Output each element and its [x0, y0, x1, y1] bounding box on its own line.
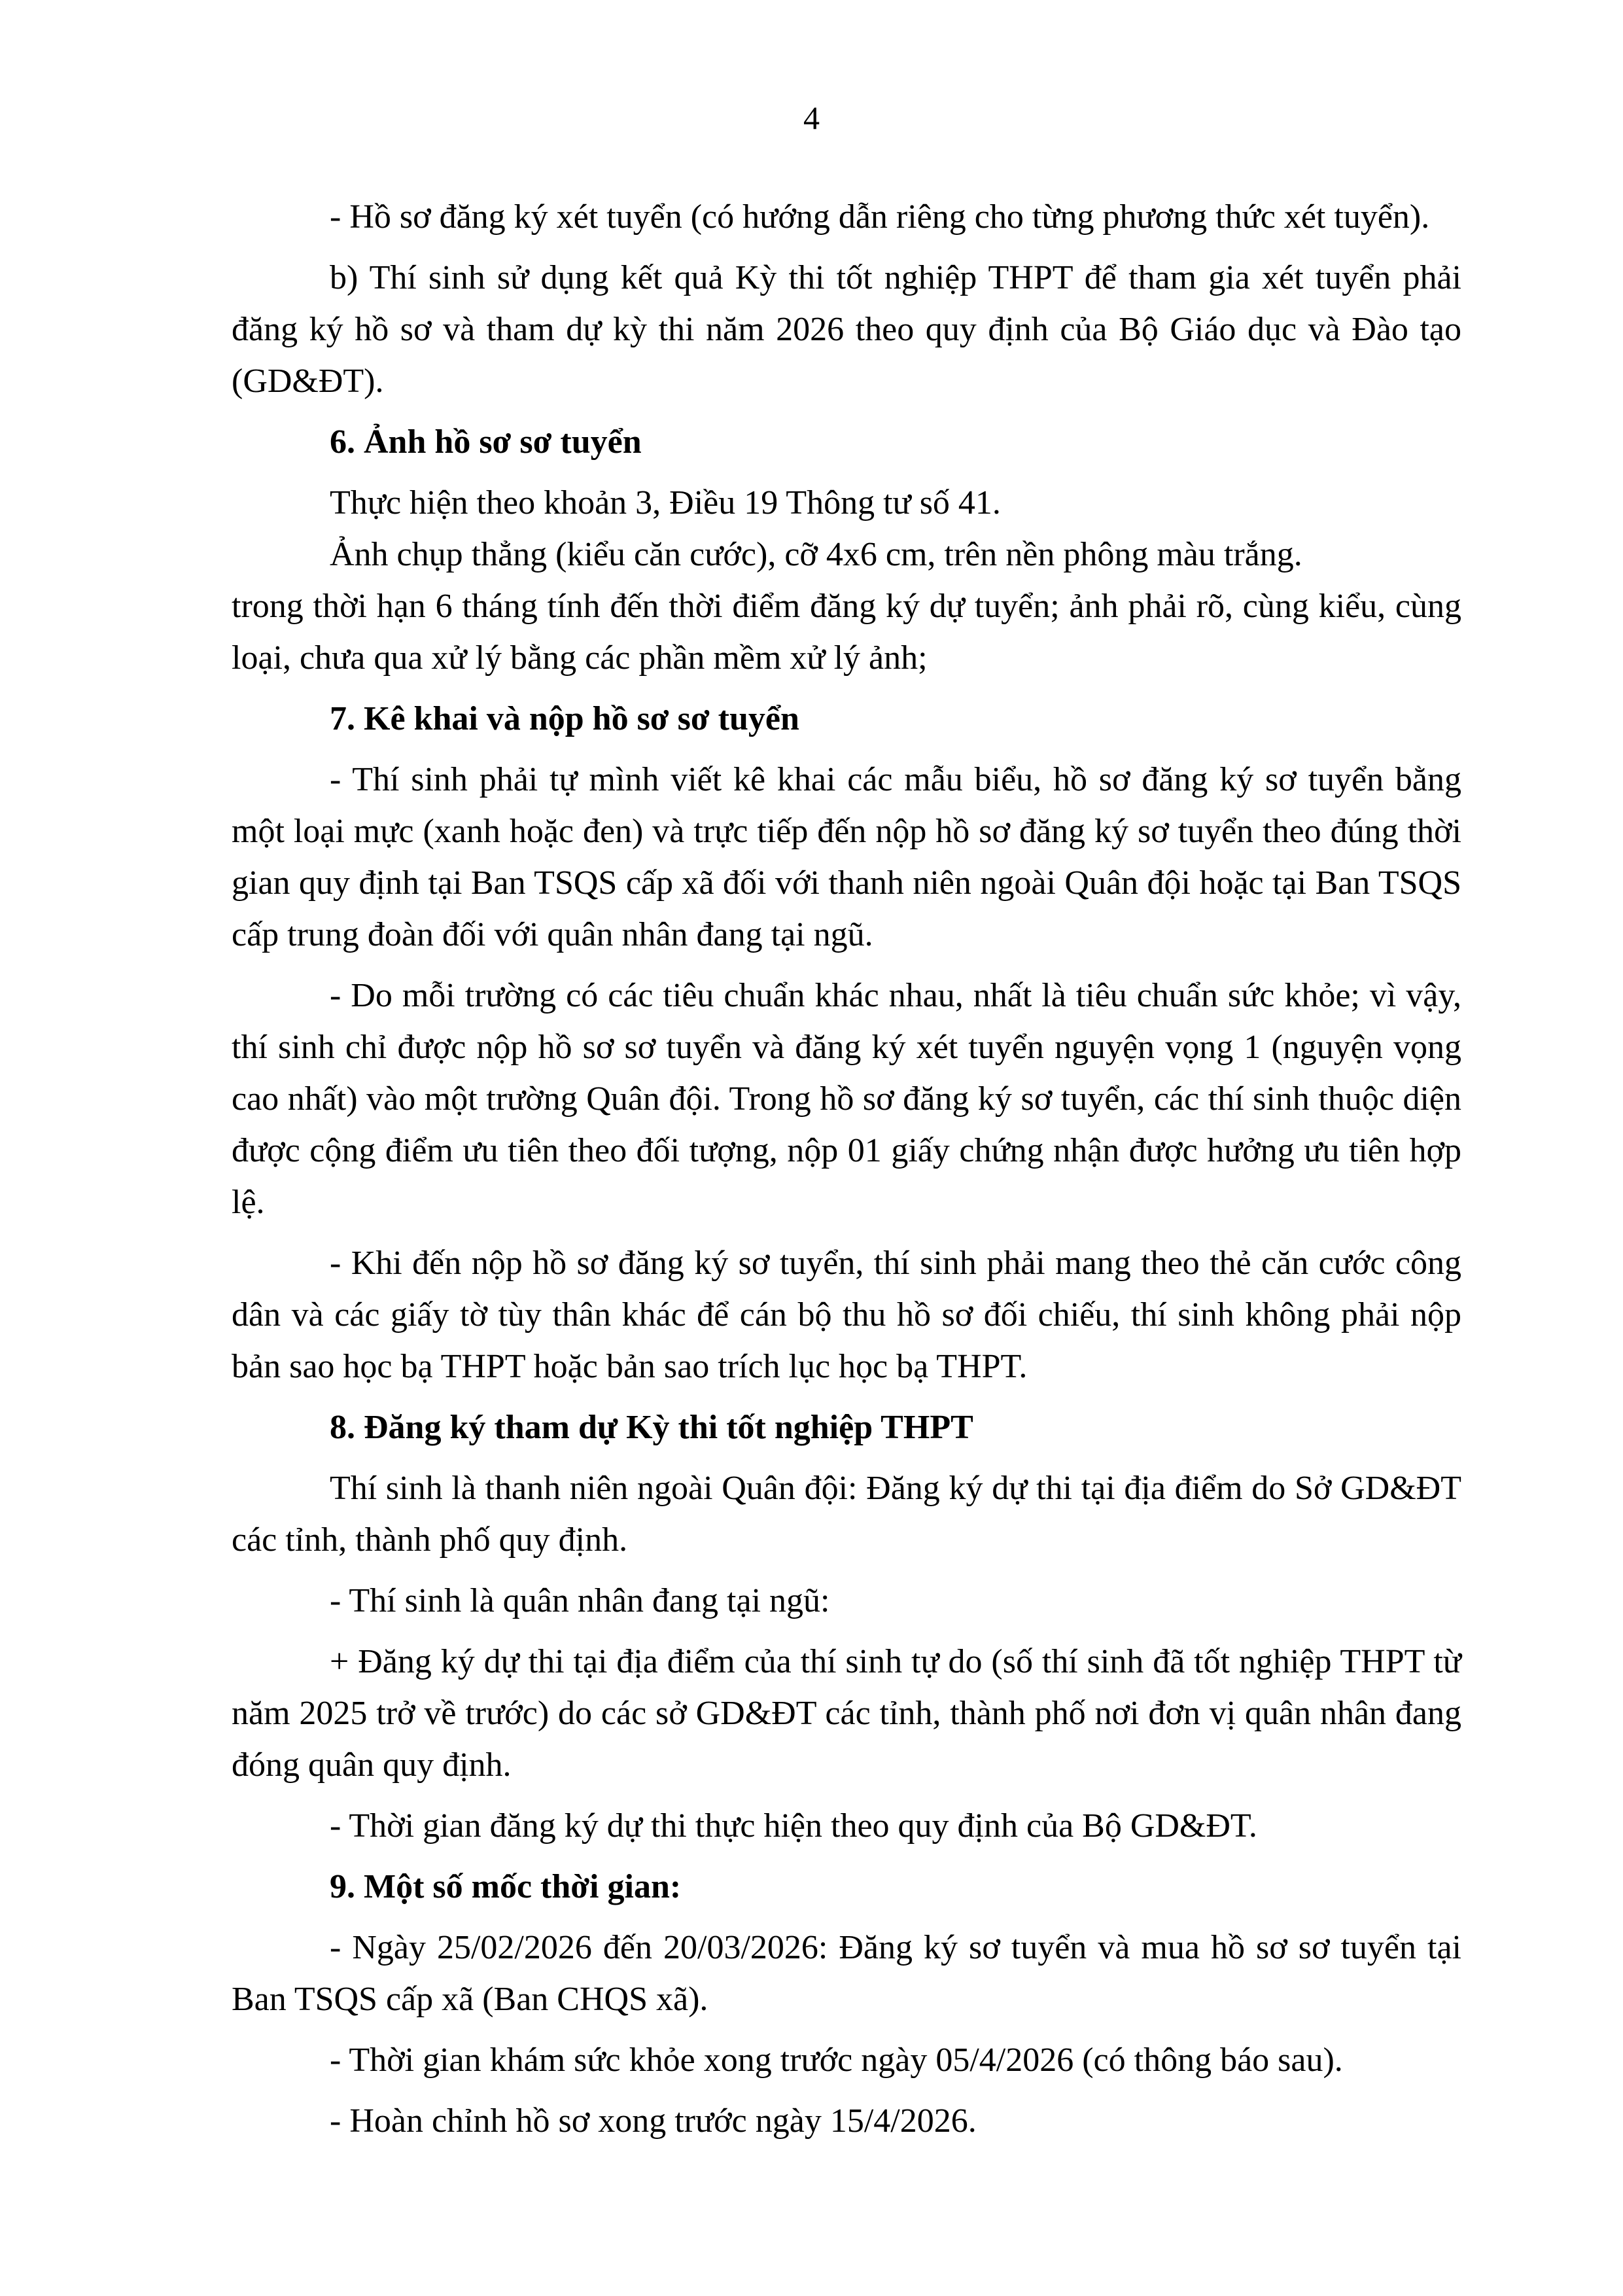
paragraph-milestone-health-check: - Thời gian khám sức khỏe xong trước ngày 05/4/2026 (có thông báo sau). [330, 2041, 1343, 2079]
paragraph-one-school: - Do mỗi trường có các tiêu chuẩn khác nhau, nhất là tiêu chuẩn sức khỏe; vì vậy, thí sinh chỉ được nộp hồ sơ sơ tuyển và đăng ký xét tuyển nguyện vọng 1 (nguyện vọng cao nhất) vào một trường Quân đội. Trong hồ sơ đăng ký sơ tuyển, các thí sinh thuộc diện được cộng điểm ưu tiên theo đối tượng, nộp 01 giấy chứng nhận được hưởng ưu tiên hợp lệ. [232, 977, 1461, 1221]
heading-section-6: 6. Ảnh hồ sơ sơ tuyển [330, 423, 642, 461]
paragraph-photo-validity: trong thời hạn 6 tháng tính đến thời điểm đăng ký dự tuyển; ảnh phải rõ, cùng kiểu, cùng loại, chưa qua xử lý bằng các phần mềm xử lý ảnh; [232, 588, 1461, 677]
paragraph-registration-timing: - Thời gian đăng ký dự thi thực hiện theo quy định của Bộ GD&ĐT. [330, 1807, 1257, 1845]
paragraph-id-documents: - Khi đến nộp hồ sơ đăng ký sơ tuyển, thí sinh phải mang theo thẻ căn cước công dân và các giấy tờ tùy thân khác để cán bộ thu hồ sơ đối chiếu, thí sinh không phải nộp bản sao học bạ THPT hoặc bản sao trích lục học bạ THPT. [232, 1245, 1461, 1385]
heading-section-7: 7. Kê khai và nộp hồ sơ sơ tuyển [330, 700, 799, 737]
page-number: 4 [803, 99, 820, 136]
paragraph-photo-regulation: Thực hiện theo khoản 3, Điều 19 Thông tư số 41. [330, 484, 1001, 521]
paragraph-milestone-dossier-completion: - Hoàn chỉnh hồ sơ xong trước ngày 15/4/2026. [330, 2102, 977, 2140]
paragraph-photo-spec: Ảnh chụp thẳng (kiểu căn cước), cỡ 4x6 cm, trên nền phông màu trắng. [330, 536, 1302, 573]
paragraph-soldier-intro: - Thí sinh là quân nhân đang tại ngũ: [330, 1582, 830, 1619]
heading-section-8: 8. Đăng ký tham dự Kỳ thi tốt nghiệp THPT [330, 1409, 973, 1446]
paragraph-soldier-registration: + Đăng ký dự thi tại địa điểm của thí sinh tự do (số thí sinh đã tốt nghiệp THPT từ năm 2025 trở về trước) do các sở GD&ĐT các tỉnh, thành phố nơi đơn vị quân nhân đang đóng quân quy định. [232, 1643, 1461, 1784]
paragraph-application-dossier: - Hồ sơ đăng ký xét tuyển (có hướng dẫn riêng cho từng phương thức xét tuyển). [330, 198, 1430, 236]
paragraph-exam-results: b) Thí sinh sử dụng kết quả Kỳ thi tốt nghiệp THPT để tham gia xét tuyển phải đăng ký hồ sơ và tham dự kỳ thi năm 2026 theo quy định của Bộ Giáo dục và Đào tạo (GD&ĐT). [232, 259, 1461, 400]
heading-section-9: 9. Một số mốc thời gian: [330, 1868, 682, 1905]
paragraph-civilian-registration: Thí sinh là thanh niên ngoài Quân đội: Đăng ký dự thi tại địa điểm do Sở GD&ĐT các tỉnh, thành phố quy định. [232, 1470, 1461, 1559]
paragraph-self-declaration: - Thí sinh phải tự mình viết kê khai các mẫu biểu, hồ sơ đăng ký sơ tuyển bằng một loại mực (xanh hoặc đen) và trực tiếp đến nộp hồ sơ đăng ký sơ tuyển theo đúng thời gian quy định tại Ban TSQS cấp xã đối với thanh niên ngoài Quân đội hoặc tại Ban TSQS cấp trung đoàn đối với quân nhân đang tại ngũ. [232, 761, 1461, 953]
paragraph-milestone-registration: - Ngày 25/02/2026 đến 20/03/2026: Đăng ký sơ tuyển và mua hồ sơ sơ tuyển tại Ban TSQS cấp xã (Ban CHQS xã). [232, 1929, 1461, 2018]
document-body [232, 191, 1461, 2156]
